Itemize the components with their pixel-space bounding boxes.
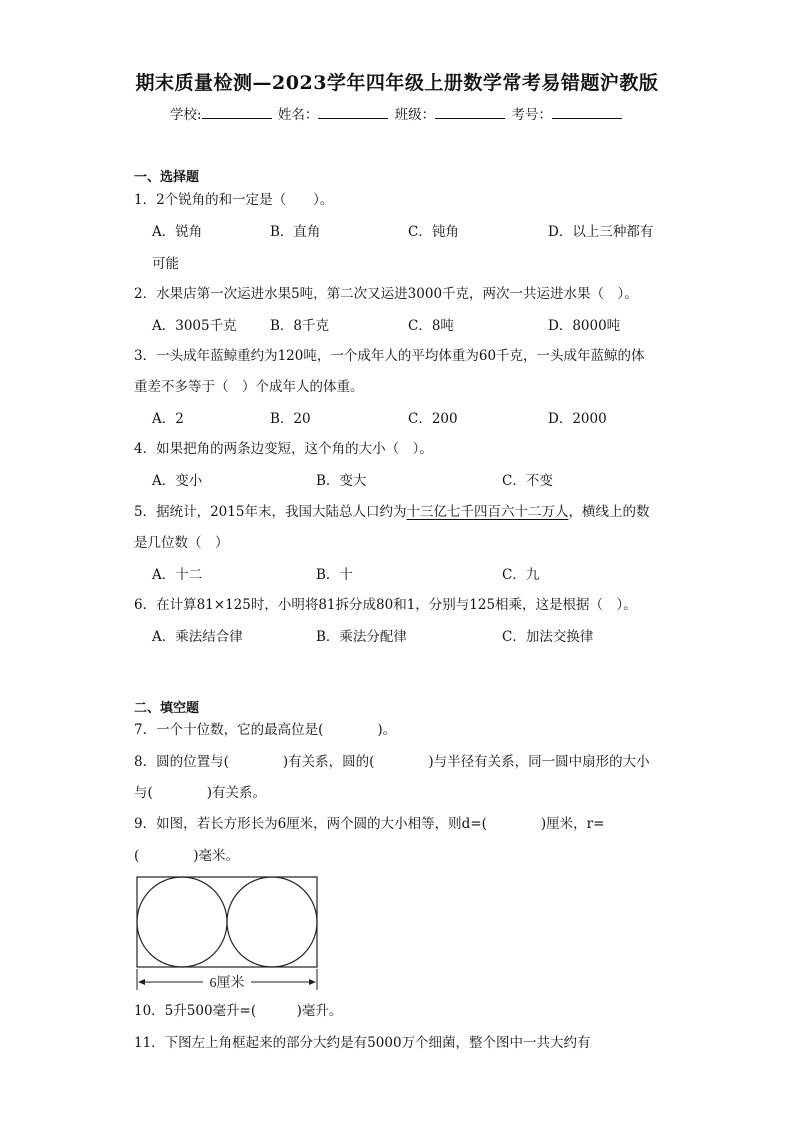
question-11: 11．下图左上角框起来的部分大约是有5000万个细菌，整个图中一共大约有 xyxy=(134,1035,591,1051)
arrow-right-icon xyxy=(309,979,316,985)
class-label: 班级： xyxy=(394,107,436,123)
option-c[interactable]: C．200 xyxy=(408,411,458,427)
option-c[interactable]: C．九 xyxy=(502,567,540,583)
option-b[interactable]: B．变大 xyxy=(316,473,367,489)
question-2: 2．水果店第一次运进水果5吨，第二次又运进3000千克，两次一共运进水果（ ）。 xyxy=(134,286,638,302)
option-d[interactable]: D．以上三种都有 xyxy=(548,224,654,240)
option-a[interactable]: A．乘法结合律 xyxy=(152,629,243,645)
name-blank[interactable] xyxy=(318,104,388,119)
option-a[interactable]: A．锐角 xyxy=(152,224,203,240)
question-4: 4．如果把角的两条边变短，这个角的大小（ ）。 xyxy=(134,441,433,457)
underlined-number: 十三亿七千四百六十二万人 xyxy=(406,504,569,520)
section-heading-fill-in: 二、填空题 xyxy=(134,701,200,716)
option-d[interactable]: D．2000 xyxy=(548,411,607,427)
question-8-line-1: 8．圆的位置与( )有关系，圆的( )与半径有关系，同一圆中扇形的大小 xyxy=(134,754,650,770)
option-a[interactable]: A．2 xyxy=(152,411,184,427)
exam-number-blank[interactable] xyxy=(552,104,622,119)
section-heading-choice: 一、选择题 xyxy=(134,170,200,185)
question-6: 6．在计算81×125时，小明将81拆分成80和1，分别与125相乘，这是根据（ ）。 xyxy=(134,597,637,613)
question-8-line-2: 与( )有关系。 xyxy=(134,785,267,801)
class-blank[interactable] xyxy=(435,104,505,119)
name-label: 姓名： xyxy=(277,107,319,123)
exam-number-label: 考号： xyxy=(511,107,552,123)
option-a[interactable]: A．十二 xyxy=(152,567,203,583)
option-b[interactable]: B．直角 xyxy=(270,224,321,240)
question-10: 10．5升500毫升=( )毫升。 xyxy=(134,1003,343,1019)
question-9-line-2: ( )毫米。 xyxy=(134,848,240,864)
option-d[interactable]: D．8000吨 xyxy=(548,318,621,334)
question-3-line-1: 3．一头成年蓝鲸重约为120吨，一个成年人的平均体重为60千克，一头成年蓝鲸的体 xyxy=(134,348,645,364)
school-label: 学校: xyxy=(170,107,202,123)
arrow-left-icon xyxy=(138,979,145,985)
option-b[interactable]: B．十 xyxy=(316,567,353,583)
option-c[interactable]: C．加法交换律 xyxy=(502,629,594,645)
dimension-label: 6厘米 xyxy=(209,976,245,991)
question-7: 7．一个十位数，它的最高位是( )。 xyxy=(134,722,397,738)
option-b[interactable]: B．8千克 xyxy=(270,318,330,334)
question-5-line-1 xyxy=(134,497,664,528)
left-circle xyxy=(137,877,227,967)
question-9-line-1: 9．如图，若长方形长为6厘米，两个圆的大小相等，则d=( )厘米，r= xyxy=(134,816,605,832)
rectangle-two-circles-figure xyxy=(133,874,321,996)
option-b[interactable]: B．20 xyxy=(270,411,311,427)
question-5-line-2: 是几位数（ ） xyxy=(134,535,229,551)
option-c[interactable]: C．不变 xyxy=(502,473,553,489)
page-title: 期末质量检测—2023学年四年级上册数学常考易错题沪教版 xyxy=(135,72,659,94)
question-5-prefix: 5．据统计，2015年末，我国大陆总人口约为 xyxy=(134,504,407,520)
option-b[interactable]: B．乘法分配律 xyxy=(316,629,407,645)
option-a[interactable]: A．3005千克 xyxy=(152,318,237,334)
option-a[interactable]: A．变小 xyxy=(152,473,203,489)
option-c[interactable]: C．8吨 xyxy=(408,318,454,334)
option-d-continuation: 可能 xyxy=(152,256,179,272)
question-1: 1．2个锐角的和一定是（ ）。 xyxy=(134,192,334,208)
school-blank[interactable] xyxy=(202,104,272,119)
question-5-suffix: ，横线上的数 xyxy=(568,504,650,520)
option-c[interactable]: C．钝角 xyxy=(408,224,459,240)
student-info-line xyxy=(0,103,794,123)
right-circle xyxy=(227,877,317,967)
question-3-line-2: 重差不多等于（ ）个成年人的体重。 xyxy=(134,379,364,395)
